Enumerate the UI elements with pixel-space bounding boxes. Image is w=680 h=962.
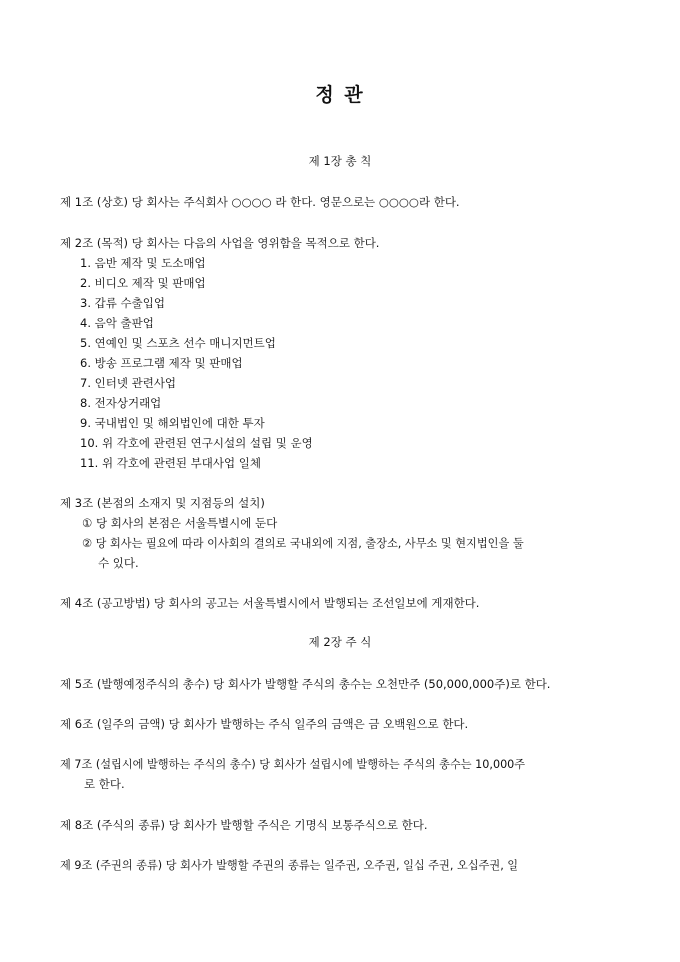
article-2-item: 1. 음반 제작 및 도소매업 (80, 256, 206, 270)
article-6: 제 6조 (일주의 금액) 당 회사가 발행하는 주식 일주의 금액은 금 오백원으로 한다. (60, 717, 469, 731)
article-2-item: 9. 국내법인 및 해외법인에 대한 투자 (80, 416, 265, 430)
article-3-paragraph-2: ② 당 회사는 필요에 따라 이사회의 결의로 국내외에 지점, 출장소, 사무소 및 현지법인을 둘 (82, 537, 524, 550)
article-4: 제 4조 (공고방법) 당 회사의 공고는 서울특별시에서 발행되는 조선일보에 게재한다. (60, 596, 480, 610)
article-2-item: 7. 인터넷 관련사업 (80, 376, 177, 390)
chapter-1-heading: 제 1장 총 칙 (308, 154, 372, 168)
article-1: 제 1조 (상호) 당 회사는 주식회사 ○○○○ 라 한다. 영문으로는 ○○○○라 한다. (60, 195, 460, 209)
article-3-paragraph-1: ① 당 회사의 본점은 서울특별시에 둔다 (82, 516, 278, 530)
chapter-2-heading: 제 2장 주 식 (308, 635, 372, 649)
article-2-item: 2. 비디오 제작 및 판매업 (80, 276, 206, 290)
article-3-heading: 제 3조 (본점의 소재지 및 지점등의 설치) (60, 496, 265, 510)
article-2-item: 4. 음악 출판업 (80, 316, 154, 330)
article-2-item: 8. 전자상거래업 (80, 396, 162, 410)
article-9: 제 9조 (주권의 종류) 당 회사가 발행할 주권의 종류는 일주권, 오주권, 일십 주권, 오십주권, 일 (60, 859, 519, 872)
article-2-item: 10. 위 각호에 관련된 연구시설의 설립 및 운영 (80, 436, 313, 450)
document-title: 정 관 (315, 84, 365, 106)
article-7: 제 7조 (설립시에 발행하는 주식의 총수) 당 회사가 설립시에 발행하는 주식의 총수는 10,000주 (60, 758, 526, 771)
article-3-paragraph-2-continued: 수 있다. (98, 556, 139, 570)
article-8: 제 8조 (주식의 종류) 당 회사가 발행할 주식은 기명식 보통주식으로 한다. (60, 818, 428, 832)
article-2-item: 11. 위 각호에 관련된 부대사업 일체 (80, 456, 261, 470)
article-7-continued: 로 한다. (84, 777, 125, 791)
article-2-heading: 제 2조 (목적) 당 회사는 다음의 사업을 영위함을 목적으로 한다. (60, 236, 380, 250)
article-2-item: 6. 방송 프로그램 제작 및 판매업 (80, 356, 243, 370)
article-2-item: 3. 갑류 수출입업 (80, 296, 165, 310)
article-5: 제 5조 (발행예정주식의 총수) 당 회사가 발행할 주식의 총수는 오천만주 (50,000,000주)로 한다. (60, 677, 551, 691)
article-2-item: 5. 연예인 및 스포츠 선수 매니지먼트업 (80, 336, 276, 350)
